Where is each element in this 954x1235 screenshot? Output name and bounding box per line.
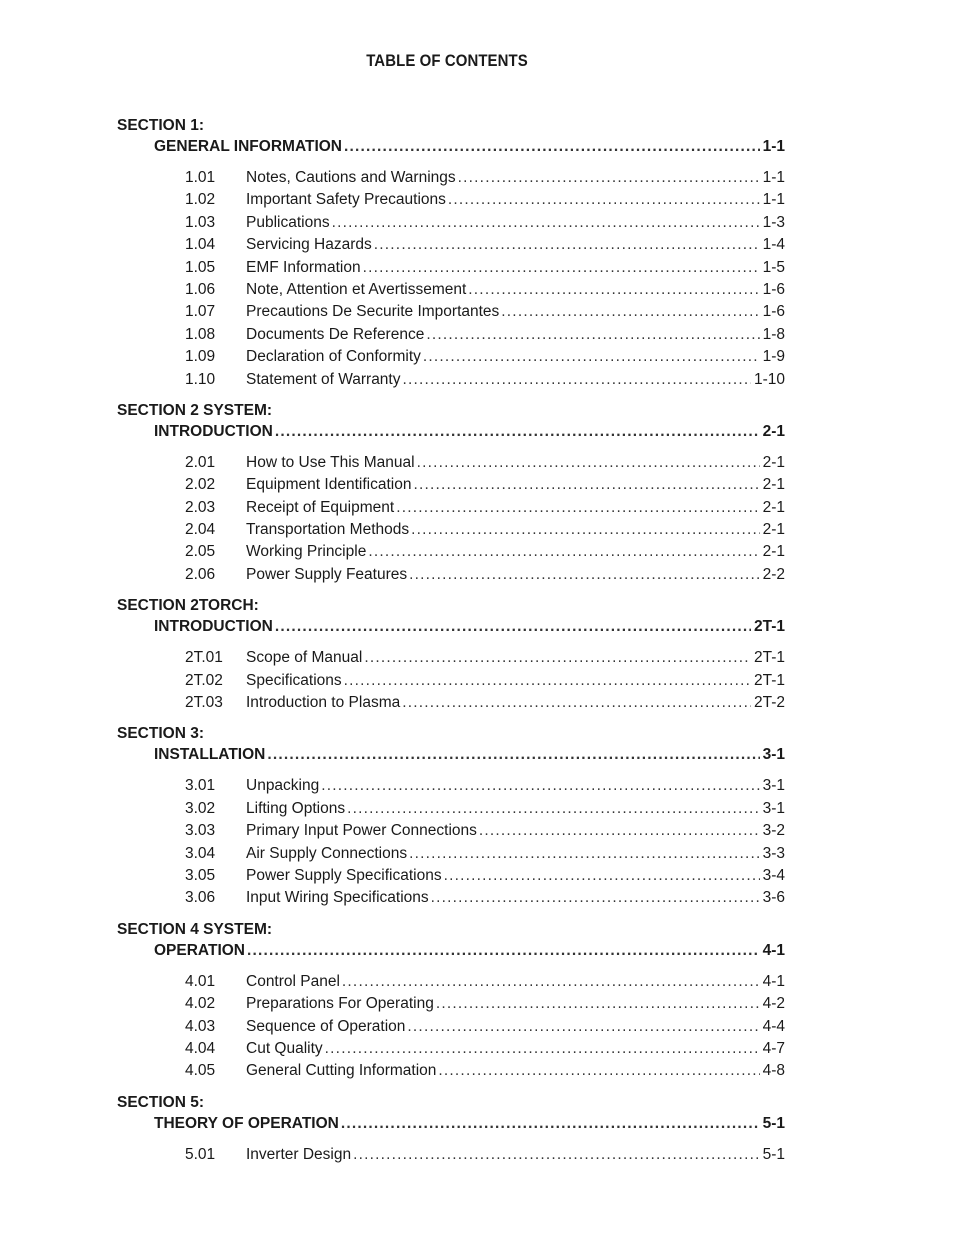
entry-page-number: 2-1 <box>762 476 785 494</box>
entry-number: 1.05 <box>185 258 216 276</box>
entry-page-number: 1-8 <box>762 325 785 343</box>
section-page-number: 1-1 <box>762 138 785 155</box>
table-of-contents <box>0 116 954 1176</box>
entry-body <box>246 1144 785 1166</box>
dot-leader <box>431 887 760 909</box>
entry-number: 2.02 <box>185 476 216 494</box>
dot-leader <box>423 346 760 368</box>
dot-leader <box>501 301 759 323</box>
entry-number: 4.05 <box>185 1062 216 1080</box>
toc-section <box>0 724 954 909</box>
entry-number: 3.04 <box>185 844 216 862</box>
entry-body <box>246 647 785 669</box>
dot-leader <box>267 744 759 766</box>
dot-leader <box>407 1016 759 1038</box>
toc-section <box>0 596 954 714</box>
entry-title: Precautions De Securite Importantes <box>246 303 500 321</box>
dot-leader <box>409 843 759 865</box>
entry-page-number: 2-2 <box>762 565 785 583</box>
entry-body <box>246 474 785 496</box>
entry-body <box>246 775 785 797</box>
entry-body <box>246 369 785 391</box>
entry-number: 1.10 <box>185 370 216 388</box>
entry-title: Servicing Hazards <box>246 236 372 254</box>
entry-number: 3.05 <box>185 866 216 884</box>
toc-entry[interactable] <box>0 541 954 563</box>
entry-page-number: 2T-1 <box>753 671 785 689</box>
entry-number: 1.09 <box>185 348 216 366</box>
entry-body <box>246 324 785 346</box>
toc-entry[interactable] <box>0 1060 954 1082</box>
dot-leader <box>353 1144 759 1166</box>
entry-page-number: 1-3 <box>762 213 785 231</box>
entry-page-number: 3-3 <box>762 844 785 862</box>
entry-number: 1.07 <box>185 303 216 321</box>
entry-title: Lifting Options <box>246 799 346 817</box>
toc-entry[interactable] <box>0 1038 954 1060</box>
entry-title: Working Principle <box>246 543 367 561</box>
dot-leader <box>409 564 759 586</box>
dot-leader <box>368 541 759 563</box>
dot-leader <box>426 324 759 346</box>
entry-title: General Cutting Information <box>246 1062 437 1080</box>
entry-number: 4.03 <box>185 1017 216 1035</box>
toc-entry[interactable] <box>0 257 954 279</box>
entry-title: Sequence of Operation <box>246 1017 406 1035</box>
entry-number: 2.06 <box>185 565 216 583</box>
entry-number: 2T.01 <box>185 649 223 667</box>
dot-leader <box>363 257 760 279</box>
entry-number: 4.01 <box>185 972 216 990</box>
toc-entry[interactable] <box>0 887 954 909</box>
dot-leader <box>247 940 760 962</box>
entry-page-number: 4-2 <box>762 995 785 1013</box>
section-title-row[interactable] <box>154 616 785 638</box>
entry-page-number: 4-7 <box>762 1039 785 1057</box>
entry-body <box>246 670 785 692</box>
dot-leader <box>448 189 760 211</box>
toc-entry[interactable] <box>0 670 954 692</box>
entry-page-number: 4-1 <box>762 972 785 990</box>
section-label: SECTION 2TORCH: <box>117 597 259 615</box>
entry-title: Power Supply Features <box>246 565 408 583</box>
entry-title: Power Supply Specifications <box>246 866 442 884</box>
entry-page-number: 4-8 <box>762 1062 785 1080</box>
entry-page-number: 2-1 <box>762 498 785 516</box>
toc-entry[interactable] <box>0 865 954 887</box>
section-title: GENERAL INFORMATION <box>154 138 343 155</box>
entry-title: Introduction to Plasma <box>246 694 401 712</box>
entry-number: 4.02 <box>185 995 216 1013</box>
entry-page-number: 5-1 <box>762 1145 785 1163</box>
toc-entry[interactable] <box>0 564 954 586</box>
toc-section <box>0 116 954 391</box>
entry-title: Publications <box>246 213 330 231</box>
entry-body <box>246 452 785 474</box>
dot-leader <box>374 234 760 256</box>
dot-leader <box>275 616 751 638</box>
entry-page-number: 3-4 <box>762 866 785 884</box>
section-title-row[interactable] <box>154 744 785 766</box>
entry-title: Unpacking <box>246 777 320 795</box>
toc-entry[interactable] <box>0 1144 954 1166</box>
entry-title: Air Supply Connections <box>246 844 408 862</box>
entry-title: EMF Information <box>246 258 361 276</box>
dot-leader <box>468 279 759 301</box>
entry-number: 3.06 <box>185 889 216 907</box>
entry-page-number: 1-6 <box>762 280 785 298</box>
entry-number: 1.04 <box>185 236 216 254</box>
section-title-row[interactable] <box>154 1113 785 1135</box>
dot-leader <box>403 369 751 391</box>
entry-body <box>246 1038 785 1060</box>
toc-entry[interactable] <box>0 820 954 842</box>
toc-entry[interactable] <box>0 843 954 865</box>
toc-entry[interactable] <box>0 212 954 234</box>
dot-leader <box>396 497 759 519</box>
entry-title: Control Panel <box>246 972 340 990</box>
section-page-number: 2-1 <box>762 422 785 440</box>
dot-leader <box>436 993 760 1015</box>
entry-body <box>246 279 785 301</box>
entry-number: 3.03 <box>185 822 216 840</box>
dot-leader <box>402 692 751 714</box>
entry-title: Input Wiring Specifications <box>246 889 429 907</box>
entry-body <box>246 1060 785 1082</box>
toc-entry[interactable] <box>0 346 954 368</box>
entry-title: Primary Input Power Connections <box>246 822 477 840</box>
entry-body <box>246 843 785 865</box>
section-page-number: 4-1 <box>762 941 785 959</box>
toc-entry[interactable] <box>0 798 954 820</box>
entry-page-number: 3-6 <box>762 889 785 907</box>
dot-leader <box>444 865 760 887</box>
entry-body <box>246 971 785 993</box>
toc-entry[interactable] <box>0 971 954 993</box>
page-title: TABLE OF CONTENTS <box>366 51 528 70</box>
entry-body <box>246 887 785 909</box>
toc-entry[interactable] <box>0 647 954 669</box>
entry-number: 1.03 <box>185 213 216 231</box>
toc-section <box>0 401 954 586</box>
dot-leader <box>413 474 759 496</box>
entry-page-number: 2-1 <box>762 521 785 539</box>
entry-title: Preparations For Operating <box>246 995 434 1013</box>
entry-title: Declaration of Conformity <box>246 348 421 366</box>
section-page-number: 2T-1 <box>753 618 785 636</box>
entry-page-number: 2T-2 <box>753 694 785 712</box>
dot-leader <box>342 971 760 993</box>
entry-body <box>246 865 785 887</box>
section-title: OPERATION <box>154 941 245 959</box>
toc-entry[interactable] <box>0 189 954 211</box>
entry-page-number: 1-5 <box>762 258 785 276</box>
dot-leader <box>458 167 760 189</box>
entry-body <box>246 993 785 1015</box>
section-page-number: 3-1 <box>762 746 785 764</box>
entry-body <box>246 189 785 211</box>
dot-leader <box>344 670 751 692</box>
section-page-number: 5-1 <box>762 1114 785 1132</box>
toc-entry[interactable] <box>0 519 954 541</box>
entry-page-number: 3-2 <box>762 822 785 840</box>
entry-number: 2.04 <box>185 521 216 539</box>
entry-number: 3.02 <box>185 799 216 817</box>
entry-body <box>246 519 785 541</box>
entry-title: Transportation Methods <box>246 521 410 539</box>
entry-title: Scope of Manual <box>246 649 363 667</box>
section-title: INSTALLATION <box>154 746 266 764</box>
entry-body <box>246 234 785 256</box>
entry-number: 2T.03 <box>185 694 223 712</box>
entry-title: Note, Attention et Avertissement <box>246 280 467 298</box>
toc-section <box>0 1093 954 1166</box>
entry-page-number: 2-1 <box>762 453 785 471</box>
toc-entry[interactable] <box>0 301 954 323</box>
entry-page-number: 1-1 <box>762 191 785 209</box>
section-label: SECTION 2 SYSTEM: <box>117 401 273 419</box>
toc-section <box>0 920 954 1083</box>
entry-body <box>246 497 785 519</box>
section-title-row[interactable] <box>154 421 785 443</box>
entry-body <box>246 346 785 368</box>
dot-leader <box>321 775 759 797</box>
entry-title: Notes, Cautions and Warnings <box>246 169 456 186</box>
dot-leader <box>364 647 751 669</box>
entry-page-number: 1-10 <box>753 370 785 388</box>
section-label: SECTION 3: <box>117 725 204 743</box>
dot-leader <box>275 421 760 443</box>
entry-page-number: 1-4 <box>762 236 785 254</box>
toc-entry[interactable] <box>0 324 954 346</box>
toc-entry[interactable] <box>0 452 954 474</box>
entry-page-number: 1-9 <box>762 348 785 366</box>
dot-leader <box>347 798 760 820</box>
section-label: SECTION 1: <box>117 117 204 134</box>
dot-leader <box>325 1038 760 1060</box>
section-label: SECTION 4 SYSTEM: <box>117 920 273 938</box>
entry-title: Receipt of Equipment <box>246 498 395 516</box>
toc-entry[interactable] <box>0 234 954 256</box>
entry-number: 1.02 <box>185 191 216 209</box>
entry-page-number: 1-6 <box>762 303 785 321</box>
entry-body <box>246 212 785 234</box>
dot-leader <box>438 1060 759 1082</box>
entry-page-number: 2-1 <box>762 543 785 561</box>
dot-leader <box>344 136 760 158</box>
toc-entry[interactable] <box>0 692 954 714</box>
toc-entry[interactable] <box>0 167 954 189</box>
dot-leader <box>411 519 759 541</box>
entry-title: Specifications <box>246 671 342 689</box>
entry-title: Equipment Identification <box>246 476 412 494</box>
entry-page-number: 4-4 <box>762 1017 785 1035</box>
toc-entry[interactable] <box>0 474 954 496</box>
entry-title: How to Use This Manual <box>246 453 415 471</box>
entry-number: 5.01 <box>185 1145 216 1163</box>
toc-entry[interactable] <box>0 993 954 1015</box>
toc-entry[interactable] <box>0 775 954 797</box>
entry-body <box>246 564 785 586</box>
entry-number: 3.01 <box>185 777 216 795</box>
toc-entry[interactable] <box>0 279 954 301</box>
entry-title: Documents De Reference <box>246 325 425 343</box>
entry-page-number: 1-1 <box>762 169 785 186</box>
dot-leader <box>332 212 760 234</box>
dot-leader <box>417 452 760 474</box>
dot-leader <box>479 820 760 842</box>
entry-title: Important Safety Precautions <box>246 191 446 209</box>
entry-title: Statement of Warranty <box>246 370 401 388</box>
entry-number: 2.01 <box>185 453 216 471</box>
section-title-row[interactable] <box>154 136 785 158</box>
entry-body <box>246 541 785 563</box>
entry-number: 2.03 <box>185 498 216 516</box>
toc-entry[interactable] <box>0 369 954 391</box>
entry-body <box>246 692 785 714</box>
entry-body <box>246 798 785 820</box>
entry-number: 2.05 <box>185 543 216 561</box>
entry-page-number: 3-1 <box>762 777 785 795</box>
entry-number: 1.01 <box>185 169 216 186</box>
section-title: THEORY OF OPERATION <box>154 1114 339 1132</box>
entry-number: 2T.02 <box>185 671 223 689</box>
entry-page-number: 3-1 <box>762 799 785 817</box>
entry-number: 1.06 <box>185 280 216 298</box>
entry-body <box>246 301 785 323</box>
entry-body <box>246 257 785 279</box>
entry-number: 4.04 <box>185 1039 216 1057</box>
entry-page-number: 2T-1 <box>753 649 785 667</box>
entry-body <box>246 1016 785 1038</box>
entry-title: Cut Quality <box>246 1039 323 1057</box>
entry-title: Inverter Design <box>246 1145 352 1163</box>
toc-entry[interactable] <box>0 497 954 519</box>
entry-body <box>246 167 785 189</box>
section-title: INTRODUCTION <box>154 618 273 636</box>
entry-body <box>246 820 785 842</box>
section-label: SECTION 5: <box>117 1093 204 1111</box>
dot-leader <box>341 1113 760 1135</box>
entry-number: 1.08 <box>185 325 216 343</box>
section-title-row[interactable] <box>154 940 785 962</box>
toc-entry[interactable] <box>0 1016 954 1038</box>
section-title: INTRODUCTION <box>154 422 273 440</box>
